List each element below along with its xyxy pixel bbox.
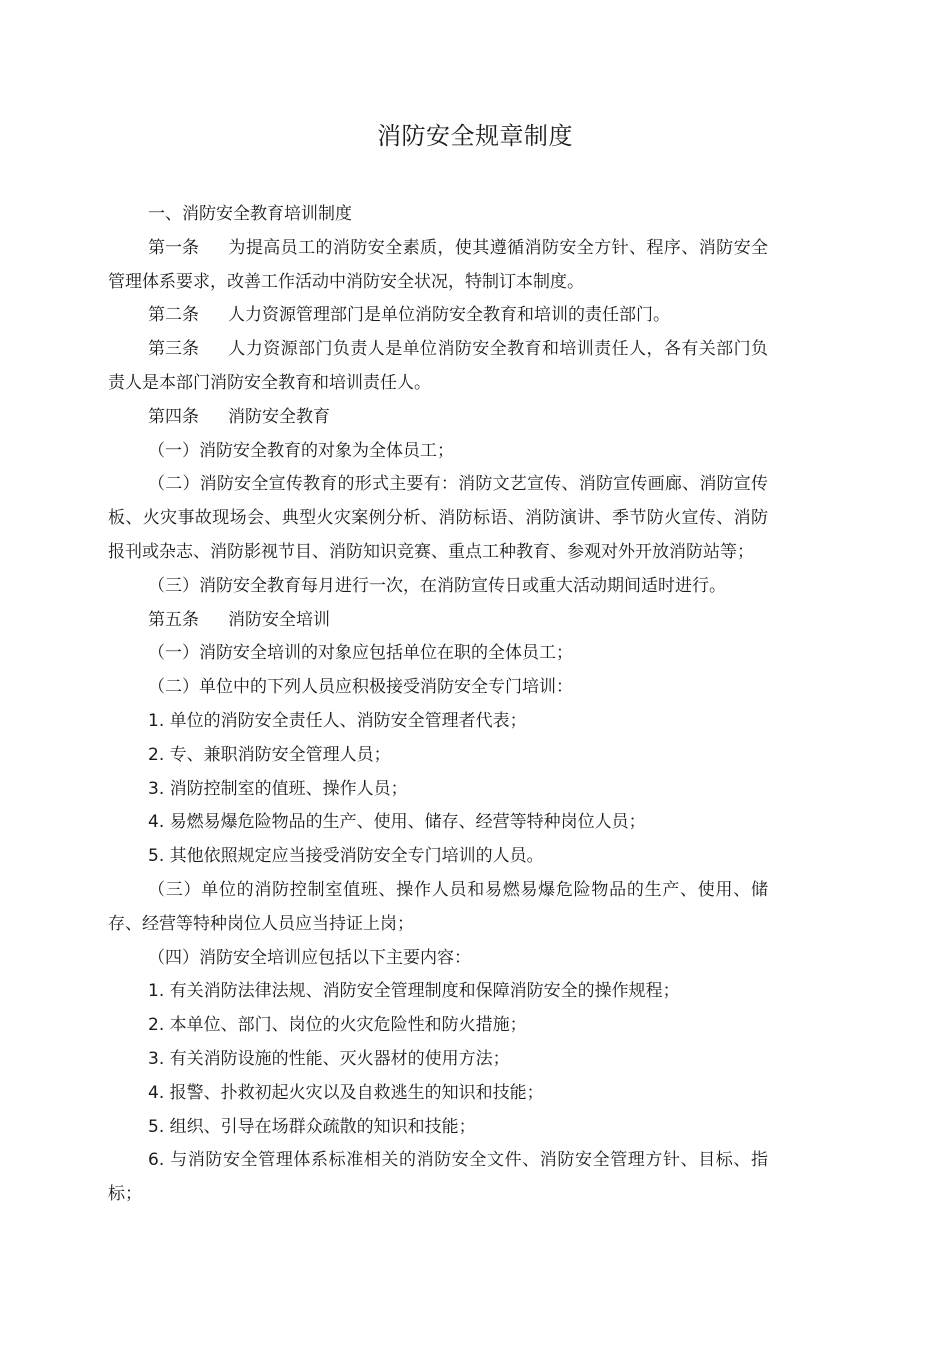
article-paragraph [108, 299, 768, 333]
article-label: 第二条 [148, 305, 199, 326]
paragraph-text: （二）消防安全宣传教育的形式主要有：消防文艺宣传、消防宣传画廊、消防宣传板、火灾事故现场会、典型火灾案例分析、消防标语、消防演讲、季节防火宣传、消防报刊或杂志、消防影视节目、消防知识竞赛、重点工种教育、参观对外开放消防站等； [108, 474, 768, 562]
paragraph-text: 5. 其他依照规定应当接受消防安全专门培训的人员。 [148, 846, 544, 867]
paragraph-text: 2. 专、兼职消防安全管理人员； [148, 744, 391, 765]
paragraph-text: 1. 有关消防法律法规、消防安全管理制度和保障消防安全的操作规程； [148, 981, 680, 1002]
paragraph-text: （二）单位中的下列人员应积极接受消防安全专门培训： [148, 677, 573, 698]
page-title: 消防安全规章制度 [377, 122, 573, 150]
paragraph-text: 6. 与消防安全管理体系标准相关的消防安全文件、消防安全管理方针、目标、指标； [108, 1150, 768, 1205]
paragraph [108, 739, 768, 773]
paragraph-text: 4. 易燃易爆危险物品的生产、使用、储存、经营等特种岗位人员； [148, 812, 646, 833]
paragraph-text: （三）消防安全教育每月进行一次，在消防宣传日或重大活动期间适时进行。 [148, 575, 726, 596]
paragraph [108, 806, 768, 840]
paragraph-text: （四）消防安全培训应包括以下主要内容： [148, 947, 471, 968]
paragraph [108, 570, 768, 604]
paragraph-text: 人力资源部门负责人是单位消防安全教育和培训责任人，各有关部门负责人是本部门消防安全教育和培训责任人。 [108, 339, 768, 393]
paragraph [108, 840, 768, 874]
article-paragraph [108, 401, 768, 435]
article-label: 第一条 [148, 237, 199, 258]
article-label: 第三条 [148, 339, 199, 360]
paragraph-text: 2. 本单位、部门、岗位的火灾危险性和防火措施； [148, 1015, 527, 1036]
article-paragraph [108, 333, 768, 401]
paragraph-text: 一、消防安全教育培训制度 [148, 204, 352, 224]
article-paragraph [108, 604, 768, 638]
paragraph [108, 1009, 768, 1043]
paragraph [108, 1144, 768, 1212]
article-label: 第五条 [148, 609, 199, 630]
paragraph [108, 975, 768, 1009]
article-label: 第四条 [148, 406, 199, 427]
paragraph-text: （一）消防安全培训的对象应包括单位在职的全体员工； [148, 643, 573, 664]
paragraph [108, 705, 768, 739]
article-paragraph [108, 232, 768, 300]
paragraph-text: 4. 报警、扑救初起火灾以及自救逃生的知识和技能； [148, 1082, 544, 1103]
paragraph-text: 人力资源管理部门是单位消防安全教育和培训的责任部门。 [228, 305, 670, 326]
paragraph [108, 637, 768, 671]
paragraph-text: （一）消防安全教育的对象为全体员工； [148, 440, 454, 461]
paragraph-text: 1. 单位的消防安全责任人、消防安全管理者代表； [148, 710, 527, 731]
paragraph-text: 5. 组织、引导在场群众疏散的知识和技能； [148, 1116, 476, 1137]
paragraph-text: 3. 消防控制室的值班、操作人员； [148, 778, 408, 799]
paragraph [108, 874, 768, 942]
paragraph [108, 468, 768, 569]
paragraph [108, 1043, 768, 1077]
document-body [108, 198, 768, 1212]
paragraph [108, 1111, 768, 1145]
paragraph [108, 671, 768, 705]
paragraph [108, 773, 768, 807]
paragraph-text: 消防安全培训 [228, 609, 330, 630]
paragraph-text: 为提高员工的消防安全素质，使其遵循消防安全方针、程序、消防安全管理体系要求，改善工作活动中消防安全状况，特制订本制度。 [108, 237, 768, 292]
paragraph-text: 消防安全教育 [228, 406, 330, 427]
paragraph [108, 435, 768, 469]
paragraph [108, 1077, 768, 1111]
paragraph-text: 3. 有关消防设施的性能、灭火器材的使用方法； [148, 1048, 510, 1069]
paragraph [108, 198, 768, 232]
paragraph-text: （三）单位的消防控制室值班、操作人员和易燃易爆危险物品的生产、使用、储存、经营等特种岗位人员应当持证上岗； [108, 879, 768, 934]
paragraph [108, 942, 768, 976]
